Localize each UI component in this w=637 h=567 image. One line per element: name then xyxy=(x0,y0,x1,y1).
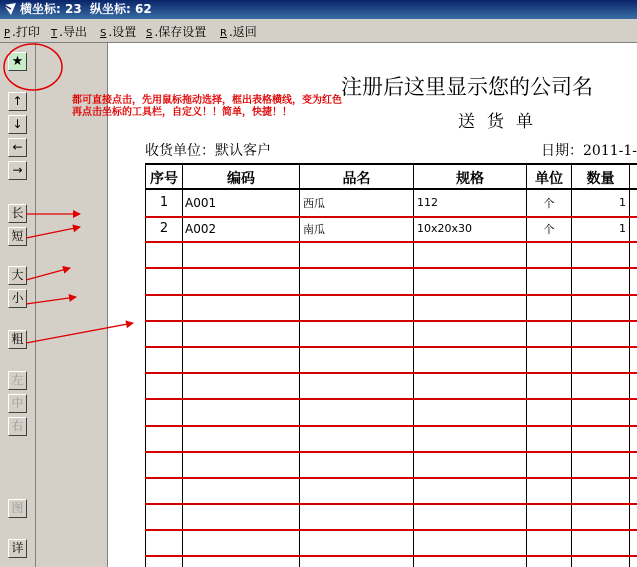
table-row-line[interactable] xyxy=(145,503,637,505)
table-row-line[interactable] xyxy=(145,372,637,374)
row1-index: 1 xyxy=(159,195,169,210)
help-annotation xyxy=(72,95,402,119)
image-button[interactable]: 图 xyxy=(8,499,27,518)
row2-unit: 个 xyxy=(543,223,555,236)
table-row-line[interactable] xyxy=(145,241,637,243)
header-code: 编码 xyxy=(227,171,255,187)
table-row-line[interactable] xyxy=(145,346,637,348)
header-unit: 单位 xyxy=(535,171,563,187)
table-row-line[interactable] xyxy=(145,555,637,557)
annotation-line-1: 都可直接点击，先用鼠标拖动选择，框出表格横线，变为红色 xyxy=(72,95,342,106)
header-quantity: 数量 xyxy=(586,171,615,187)
align-left-button[interactable]: 左 xyxy=(8,371,27,390)
menu-print[interactable]: P .打印 xyxy=(4,25,40,39)
document-subtitle: 送货单 xyxy=(458,112,545,132)
menu-save-settings[interactable]: S .保存设置 xyxy=(146,25,207,39)
move-down-button[interactable]: ↓ xyxy=(8,115,27,134)
row1-quantity: 1 xyxy=(619,196,626,209)
move-up-button[interactable]: ↑ xyxy=(8,92,27,111)
star-button[interactable]: ★ xyxy=(8,52,27,71)
row1-product-name: 西瓜 xyxy=(303,197,325,210)
table-row-line[interactable] xyxy=(145,320,637,322)
row2-spec: 10x20x30 xyxy=(417,222,473,235)
table-column-line xyxy=(299,163,300,567)
move-right-button[interactable]: → xyxy=(8,161,27,180)
coordinate-readout: 横坐标: 23 纵坐标: 62 xyxy=(20,2,152,16)
table-row-line[interactable] xyxy=(145,267,637,269)
row1-code: A001 xyxy=(185,196,217,210)
table-column-line xyxy=(182,163,183,567)
menu-settings[interactable]: S .设置 xyxy=(100,25,137,39)
move-left-button[interactable]: ← xyxy=(8,138,27,157)
header-index: 序号 xyxy=(150,171,178,187)
table-row-line xyxy=(145,188,637,190)
vertical-toolbar xyxy=(0,43,36,567)
bold-button[interactable]: 粗 xyxy=(8,330,27,349)
table-row-line[interactable] xyxy=(145,294,637,296)
row2-code: A002 xyxy=(185,222,217,236)
title-bar xyxy=(0,0,637,19)
row1-unit: 个 xyxy=(543,197,555,210)
print-preview-page xyxy=(107,43,637,567)
header-spec: 规格 xyxy=(456,171,484,187)
date-field: 日期：2011-1- xyxy=(541,143,637,159)
detail-button[interactable]: 详 xyxy=(8,539,27,558)
align-right-button[interactable]: 右 xyxy=(8,417,27,436)
workspace-gutter xyxy=(36,43,108,567)
row2-index: 2 xyxy=(159,221,169,236)
menu-return[interactable]: R .返回 xyxy=(220,25,257,39)
annotation-line-2: 再点击坐标的工具栏，自定义！！简单，快捷！！ xyxy=(72,107,292,118)
table-row-line[interactable] xyxy=(145,216,637,218)
delivery-table[interactable] xyxy=(145,163,637,567)
app-icon xyxy=(3,2,17,16)
receiver-field: 收货单位：默认客户 xyxy=(145,143,271,159)
table-row-line xyxy=(145,163,637,165)
table-column-line xyxy=(413,163,414,567)
table-row-line[interactable] xyxy=(145,398,637,400)
table-column-line xyxy=(629,163,630,567)
table-row-line[interactable] xyxy=(145,529,637,531)
lengthen-button[interactable]: 长 xyxy=(8,204,27,223)
row2-product-name: 南瓜 xyxy=(303,223,325,236)
row1-spec: 112 xyxy=(417,196,438,209)
company-name-title: 注册后这里显示您的公司名 xyxy=(341,75,593,99)
header-product-name: 品名 xyxy=(342,171,371,187)
table-row-line[interactable] xyxy=(145,425,637,427)
menu-export[interactable]: T .导出 xyxy=(51,25,87,39)
row2-quantity: 1 xyxy=(619,222,626,235)
table-row-line[interactable] xyxy=(145,477,637,479)
shorten-button[interactable]: 短 xyxy=(8,227,27,246)
align-center-button[interactable]: 中 xyxy=(8,394,27,413)
smaller-button[interactable]: 小 xyxy=(8,289,27,308)
menu-bar xyxy=(0,19,637,43)
table-row-line[interactable] xyxy=(145,451,637,453)
bigger-button[interactable]: 大 xyxy=(8,266,27,285)
